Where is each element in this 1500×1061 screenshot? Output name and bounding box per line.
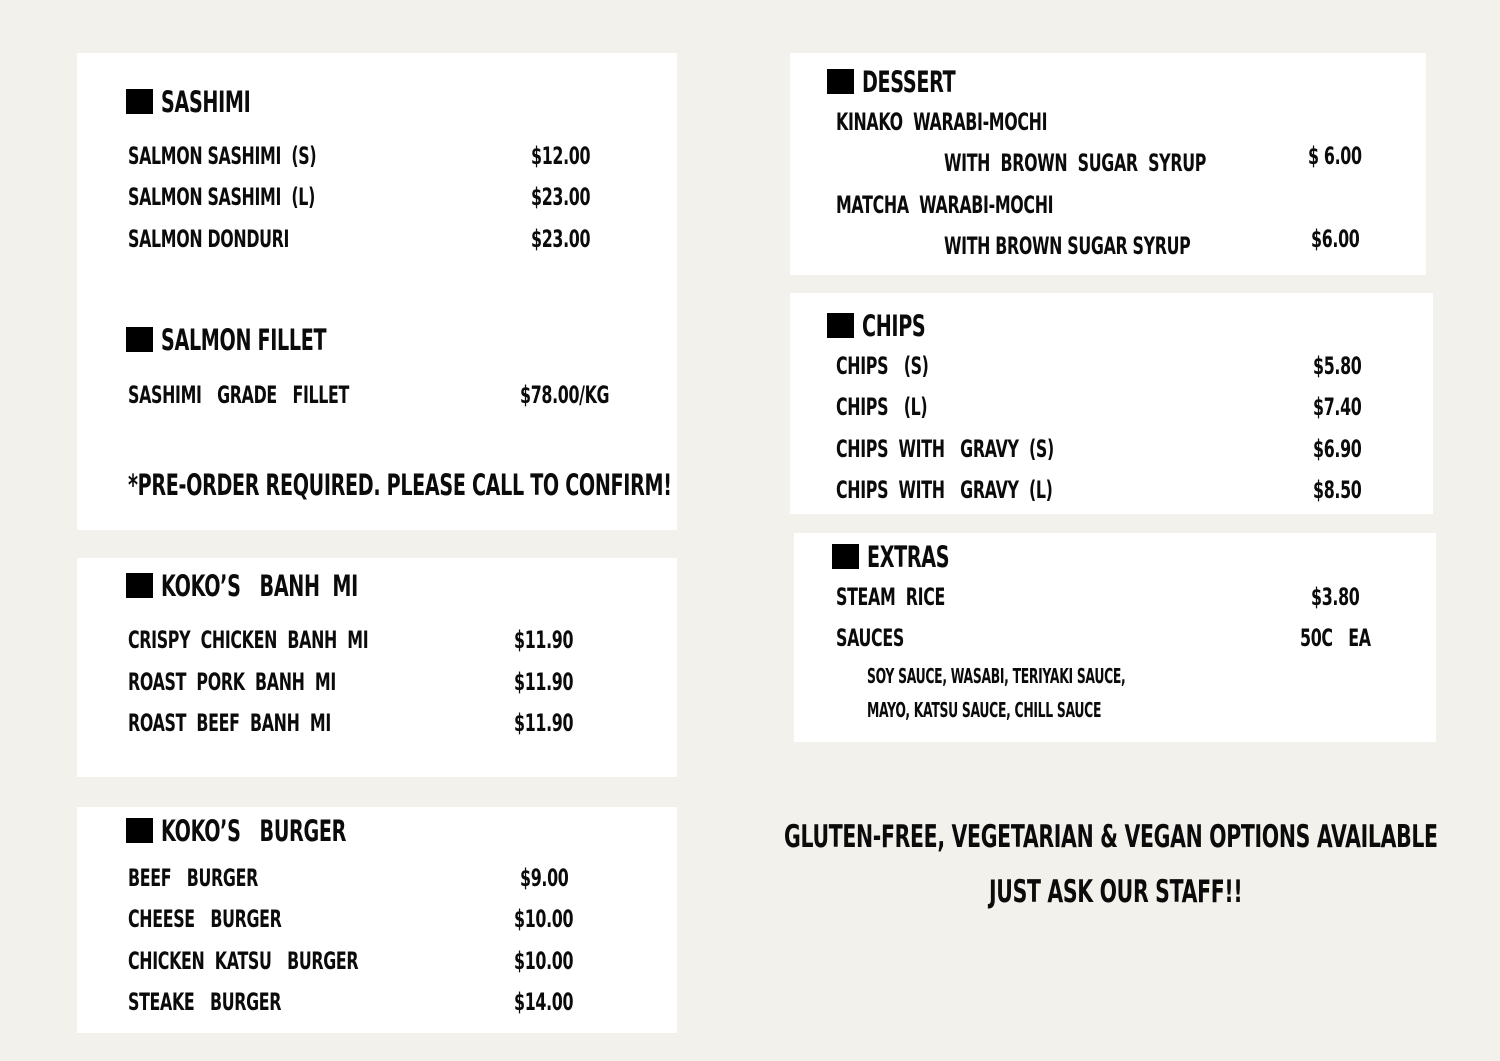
menu-item-price: $6.90 — [1313, 435, 1362, 463]
extras-heading: EXTRAS — [867, 540, 950, 574]
ask-staff-banner: JUST ASK OUR STAFF!! — [989, 874, 1243, 910]
menu-item-price: $8.50 — [1313, 476, 1362, 504]
menu-item-name: CHIPS (L) — [836, 393, 928, 421]
chips-bullet-square — [827, 313, 854, 338]
menu-item-price: 50C EA — [1300, 624, 1371, 652]
menu-item-subtitle: WITH BROWN SUGAR SYRUP — [944, 149, 1207, 177]
menu-item-name: SALMON SASHIMI (S) — [128, 142, 317, 170]
banh-mi-bullet-square — [126, 573, 153, 598]
menu-item-price: $14.00 — [514, 988, 574, 1016]
sashimi-bullet-square — [126, 89, 153, 114]
menu-item-price: $23.00 — [531, 225, 591, 253]
menu-item-price: $23.00 — [531, 183, 591, 211]
burger-heading: KOKO’S BURGER — [161, 814, 346, 848]
banh-mi-heading: KOKO’S BANH MI — [161, 569, 358, 603]
menu-item-name: CHIPS (S) — [836, 352, 929, 380]
menu-item-name: SASHIMI GRADE FILLET — [128, 381, 350, 409]
salmon-fillet-bullet-square — [126, 327, 153, 352]
menu-item-name: STEAKE BURGER — [128, 988, 282, 1016]
sashimi-panel — [77, 53, 677, 530]
salmon-fillet-heading: SALMON FILLET — [161, 323, 327, 357]
menu-item-name: MATCHA WARABI-MOCHI — [836, 191, 1054, 219]
menu-item-name: CHICKEN KATSU BURGER — [128, 947, 359, 975]
menu-item-price: $6.00 — [1311, 225, 1360, 253]
extras-bullet-square — [832, 544, 859, 569]
dietary-options-banner: GLUTEN-FREE, VEGETARIAN & VEGAN OPTIONS AVAILABLE — [784, 819, 1438, 855]
menu-item-name: STEAM RICE — [836, 583, 945, 611]
menu-item-price: $9.00 — [520, 864, 569, 892]
menu-item-price: $10.00 — [514, 947, 574, 975]
dessert-bullet-square — [827, 69, 854, 94]
menu-item-subtitle: WITH BROWN SUGAR SYRUP — [944, 232, 1191, 260]
menu-item-name: CHIPS WITH GRAVY (L) — [836, 476, 1053, 504]
sauce-list-line: SOY SAUCE, WASABI, TERIYAKI SAUCE, — [867, 664, 1126, 688]
menu-item-price: $12.00 — [531, 142, 591, 170]
dessert-heading: DESSERT — [862, 65, 956, 99]
menu-item-price: $5.80 — [1313, 352, 1362, 380]
menu-item-name: KINAKO WARABI-MOCHI — [836, 108, 1048, 136]
sashimi-heading: SASHIMI — [161, 85, 251, 119]
pre-order-note: *PRE-ORDER REQUIRED. PLEASE CALL TO CONFIRM! — [128, 468, 672, 502]
menu-item-name: CHIPS WITH GRAVY (S) — [836, 435, 1054, 463]
menu-item-name: ROAST PORK BANH MI — [128, 668, 336, 696]
sauce-list-line: MAYO, KATSU SAUCE, CHILL SAUCE — [867, 698, 1102, 722]
menu-item-price: $10.00 — [514, 905, 574, 933]
menu-item-name: ROAST BEEF BANH MI — [128, 709, 331, 737]
menu-item-name: SAUCES — [836, 624, 904, 652]
menu-item-name: SALMON SASHIMI (L) — [128, 183, 315, 211]
menu-item-price: $11.90 — [514, 709, 574, 737]
menu-item-name: SALMON DONDURI — [128, 225, 290, 253]
chips-heading: CHIPS — [862, 309, 926, 343]
menu-item-price: $78.00/KG — [520, 381, 610, 409]
menu-item-name: CRISPY CHICKEN BANH MI — [128, 626, 369, 654]
menu-item-price: $11.90 — [514, 626, 574, 654]
menu-item-price: $11.90 — [514, 668, 574, 696]
menu-item-price: $3.80 — [1311, 583, 1360, 611]
menu-item-name: BEEF BURGER — [128, 864, 258, 892]
burger-bullet-square — [126, 818, 153, 843]
menu-item-price: $7.40 — [1313, 393, 1362, 421]
menu-item-name: CHEESE BURGER — [128, 905, 282, 933]
menu-item-price: $ 6.00 — [1308, 142, 1362, 170]
